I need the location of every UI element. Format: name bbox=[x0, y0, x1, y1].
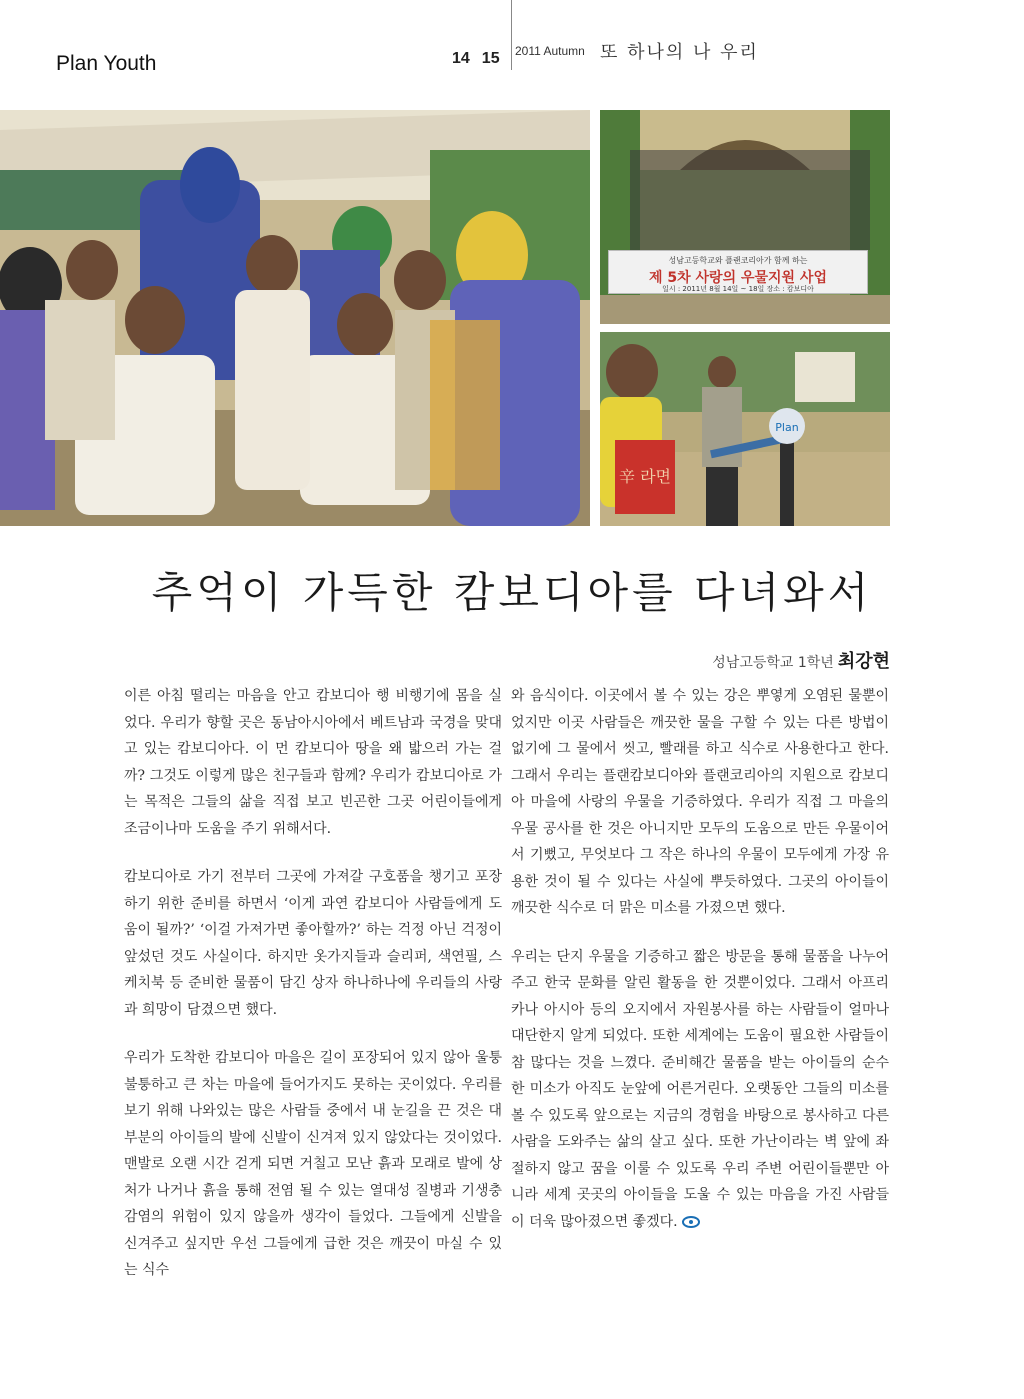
issue-label: 2011 Autumn bbox=[515, 44, 585, 58]
header-divider bbox=[511, 0, 512, 70]
end-mark-icon bbox=[682, 1216, 700, 1228]
banner-sub-line: 일시 : 2011년 8월 14일 ~ 18일 장소 : 캄보디아 bbox=[662, 285, 814, 293]
page-number-right: 15 bbox=[481, 50, 500, 67]
page-numbers bbox=[452, 50, 512, 68]
photo-children-masks bbox=[0, 110, 590, 526]
page-number-left: 14 bbox=[452, 50, 470, 67]
series-title: 또 하나의 나 우리 bbox=[600, 42, 759, 63]
banner-top-line: 성남고등학교와 플랜코리아가 함께 하는 bbox=[668, 256, 808, 265]
noodle-bag-label: 辛 라면 bbox=[619, 467, 671, 486]
photo-group-banner bbox=[600, 110, 890, 324]
byline-school: 성남고등학교 1학년 bbox=[712, 655, 834, 671]
photo-water-well bbox=[600, 332, 890, 526]
paragraph-final bbox=[511, 944, 889, 1236]
paragraph: 우리가 도착한 캄보디아 마을은 길이 포장되어 있지 않아 울퉁불퉁하고 큰 차는 마을에 들어가지도 못하는 곳이었다. 우리를 보기 위해 나와있는 많은 사람들 중에서 내 눈길을 끈 것은 대부분의 아이들의 발에 신발이 신겨져 있지 않았다는 것이었다. 맨발로 오랜 시간 걷게 되면 거칠고 모난 흙과 모래로 발에 상처가 나거나 흙을 통해 전염 될 수 있는 열대성 질병과 기생충 감염의 위험이 있지 않을까 생각이 들었다. 그들에게 신발을 신겨주고 싶지만 우선 그들에게 급한 것은 깨끗이 마실 수 있는 식수 bbox=[124, 1050, 502, 1278]
event-banner bbox=[608, 250, 868, 294]
article-column-right bbox=[511, 683, 889, 1257]
banner-main-line: 제 5차 사랑의 우물지원 사업 bbox=[648, 270, 827, 286]
paragraph: 와 음식이다. 이곳에서 볼 수 있는 강은 뿌옇게 오염된 물뿐이었지만 이곳 사람들은 깨끗한 물을 구할 수 있는 다른 방법이 없기에 그 물에서 씻고, 빨래를 하고 식수로 사용한다고 한다. 그래서 우리는 플랜캄보디아와 플랜코리아의 지원으로 캄보디아 마을에 사랑의 우물을 기증하였다. 우리가 직접 그 마을의 우물 공사를 한 것은 아니지만 모두의 도움으로 만든 우물이어서 기뻤고, 무엇보다 그 작은 하나의 우물이 모두에게 가장 유용한 것이 될 수 있다는 사실에 뿌듯하였다. 그곳의 아이들이 깨끗한 식수로 더 맑은 미소를 가졌으면 했다. bbox=[511, 688, 889, 916]
paragraph-final-text: 우리는 단지 우물을 기증하고 짧은 방문을 통해 물품을 나누어주고 한국 문화를 알린 활동을 한 것뿐이었다. 그래서 아프리카나 아시아 등의 오지에서 자원봉사를 하는 사람들이 얼마나 대단한지 알게 되었다. 또한 세계에는 도움이 필요한 사람들이 참 많다는 것을 느꼈다. 준비해간 물품을 받는 아이들의 순수한 미소가 아직도 눈앞에 어른거린다. 오랫동안 그들의 미소를 볼 수 있도록 앞으로는 지금의 경험을 바탕으로 봉사하고 다른 사람을 도와주는 삶의 살고 싶다. 또한 가난이라는 벽 앞에 좌절하지 않고 꿈을 이룰 수 있도록 우리 주변 어린이들뿐만 아니라 세계 곳곳의 아이들을 도울 수 있는 마음을 가진 사람들이 더욱 많아졌으면 좋겠다. bbox=[511, 948, 889, 1230]
photo-water-image bbox=[600, 332, 890, 526]
plan-logo-text: Plan bbox=[775, 421, 799, 434]
magazine-brand: Plan Youth bbox=[56, 52, 157, 75]
byline-author: 최강현 bbox=[837, 651, 890, 672]
article-title: 추억이 가득한 캄보디아를 다녀와서 bbox=[151, 568, 873, 617]
paragraph: 이른 아침 떨리는 마음을 안고 캄보디아 행 비행기에 몸을 실었다. 우리가 향할 곳은 동남아시아에서 베트남과 국경을 맞대고 있는 캄보디아다. 이 먼 캄보디아 땅을 왜 밟으러 가는 걸까? 그것도 이렇게 많은 친구들과 함께? 우리가 캄보디아로 가는 목적은 그들의 삶을 직접 보고 빈곤한 그곳 어린이들에게 조금이나마 도움을 주기 위해서다. bbox=[124, 688, 502, 837]
byline bbox=[712, 647, 890, 673]
photo-children-masks-image bbox=[0, 110, 590, 526]
paragraph: 캄보디아로 가기 전부터 그곳에 가져갈 구호품을 챙기고 포장하기 위한 준비를 하면서 ‘이게 과연 캄보디아 사람들에게 도움이 될까?’ ‘이걸 가져가면 좋아할까?’ 하는 걱정 아닌 걱정이 앞섰던 것도 사실이다. 하지만 옷가지들과 슬리퍼, 색연필, 스케치북 등 준비한 물품이 담긴 상자 하나하나에 우리들의 사랑과 희망이 담겼으면 했다. bbox=[124, 869, 502, 1018]
article-column-left bbox=[124, 683, 502, 1306]
